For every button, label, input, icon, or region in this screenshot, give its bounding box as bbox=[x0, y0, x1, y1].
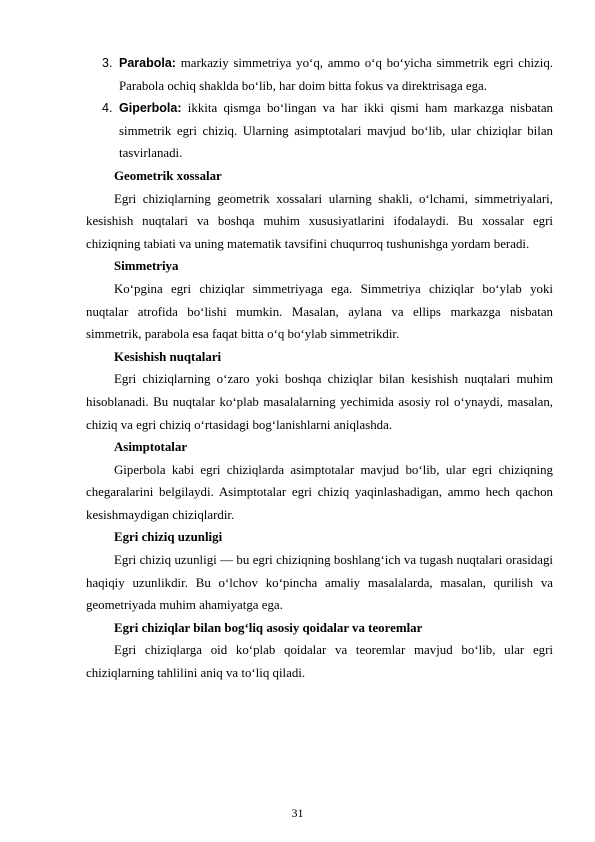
document-page bbox=[86, 52, 553, 685]
list-item-giperbola bbox=[86, 97, 553, 165]
list-item-parabola bbox=[86, 52, 553, 97]
term-giperbola: Giperbola: bbox=[119, 101, 182, 116]
section-heading-asimptotalar: Asimptotalar bbox=[114, 440, 188, 455]
list-item-text: markaziy simmetriya yo‘q, ammo o‘q bo‘yicha simmetrik egri chiziq. Parabola ochiq shaklda bo‘lib, har doim bitta fokus va direktrisaga ega. bbox=[119, 56, 553, 93]
section-heading-egri-chiziq-uzunligi: Egri chiziq uzunligi bbox=[114, 530, 223, 545]
list-item-body bbox=[119, 52, 553, 97]
section-heading-qoidalar-va-teoremlar: Egri chiziqlar bilan bog‘liq asosiy qoidalar va teoremlar bbox=[114, 620, 423, 635]
list-number: 3. bbox=[102, 56, 113, 70]
section-paragraph-simmetriya: Ko‘pgina egri chiziqlar simmetriyaga ega. Simmetriya chiziqlar bo‘ylab yoki nuqtalar atrofida bo‘lishi mumkin. Masalan, aylana va ellips markazga nisbatan simmetrik, parabola esa faqat bitta o‘q bo‘ylab simmetrikdir. bbox=[86, 281, 553, 342]
section-heading-kesishish-nuqtalari: Kesishish nuqtalari bbox=[114, 349, 222, 364]
section-paragraph-geometrik-xossalar: Egri chiziqlarning geometrik xossalari ularning shakli, o‘lchami, simmetriyalari, kesishish nuqtalari va boshqa muhim xususiyatlarini ifodalaydi. Bu xossalar egri chiziqning tabiati va uning matematik tavsifini chuqurroq tushunishga yordam beradi. bbox=[86, 191, 553, 251]
section-paragraph-egri-chiziq-uzunligi: Egri chiziq uzunligi — bu egri chiziqning boshlang‘ich va tugash nuqtalari orasidagi haqiqiy uzunlikdir. Bu o‘lchov ko‘pincha amaliy masalalarda, masalan, qurilish va geometriyada muhim ahamiyatga ega. bbox=[86, 553, 553, 613]
section-paragraph-asimptotalar: Giperbola kabi egri chiziqlarda asimptotalar mavjud bo‘lib, ular egri chiziqning chegaralarini belgilaydi. Asimptotalar egri chiziq yaqinlashadigan, ammo hech qachon kesishmaydigan chiziqlardir. bbox=[86, 462, 553, 522]
list-item-body bbox=[119, 97, 553, 165]
list-item-text: ikkita qismga bo‘lingan va har ikki qismi ham markazga nisbatan simmetrik egri chiziq. Ularning asimptotalari mavjud bo‘lib, ular chiziqlar bilan tasvirlanadi. bbox=[119, 101, 553, 161]
term-parabola: Parabola: bbox=[119, 56, 176, 70]
section-paragraph-kesishish-nuqtalari: Egri chiziqlarning o‘zaro yoki boshqa chiziqlar bilan kesishish nuqtalari muhim hisoblanadi. Bu nuqtalar ko‘plab masalalarning yechimida asosiy rol o‘ynaydi, masalan, chiziq va egri chiziq o‘rtasidagi bog‘lanishlarni aniqlashda. bbox=[86, 372, 553, 432]
list-number: 4. bbox=[102, 101, 113, 116]
section-heading-geometrik-xossalar: Geometrik xossalar bbox=[114, 168, 222, 183]
page-number: 31 bbox=[291, 806, 304, 820]
section-heading-simmetriya: Simmetriya bbox=[114, 259, 179, 274]
section-paragraph-qoidalar-va-teoremlar: Egri chiziqlarga oid ko‘plab qoidalar va teoremlar mavjud bo‘lib, ular egri chiziqlarning tahlilini aniq va to‘liq qiladi. bbox=[86, 643, 553, 681]
